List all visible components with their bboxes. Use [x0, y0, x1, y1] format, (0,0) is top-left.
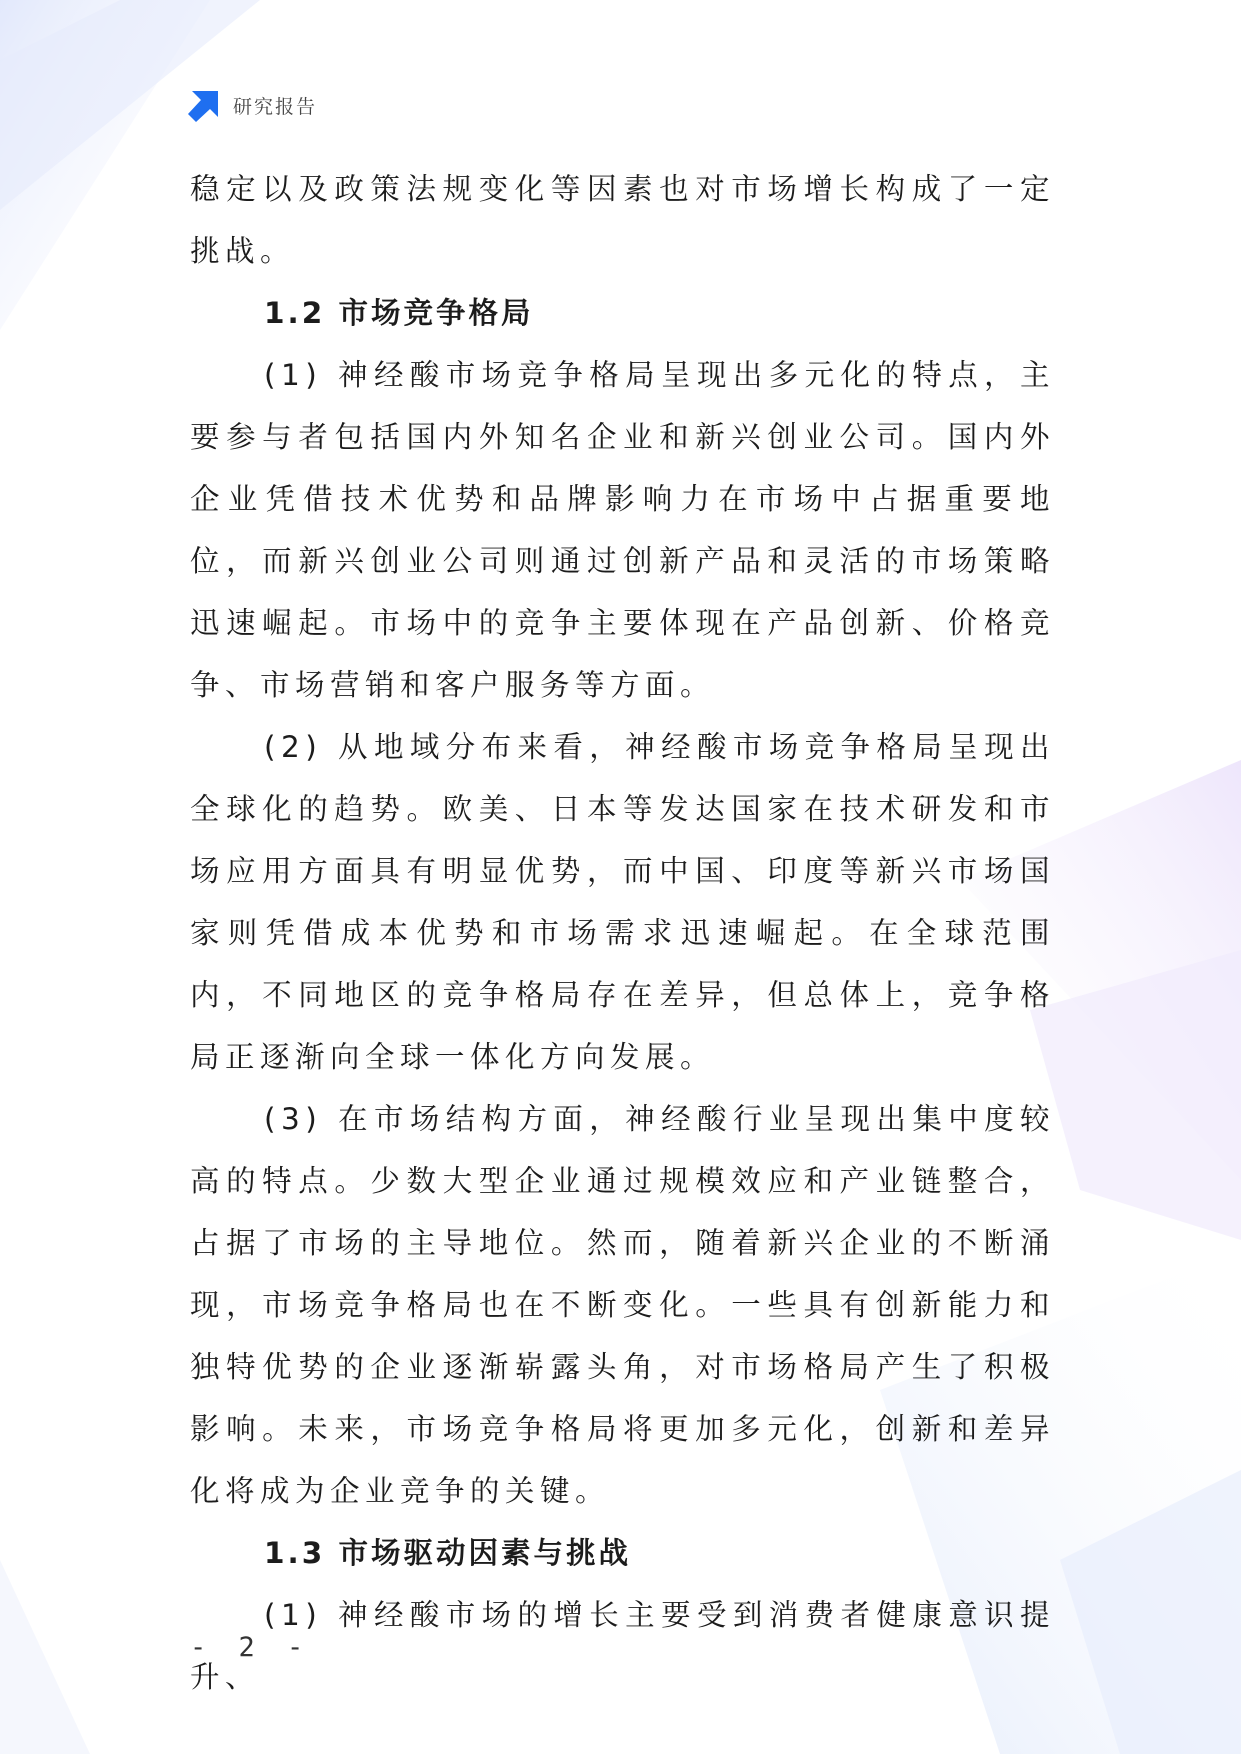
paragraph-1-2-3: (3) 在市场结构方面，神经酸行业呈现出集中度较高的特点。少数大型企业通过规模效应和产业链整合，占据了市场的主导地位。然而，随着新兴企业的不断涌现，市场竞争格局也在不断变化。一些具有创新能力和独特优势的企业逐渐崭露头角，对市场格局产生了积极影响。未来，市场竞争格局将更加多元化，创新和差异化将成为企业竞争的关键。: [190, 1102, 1055, 1508]
header-label: 研究报告: [233, 95, 318, 118]
document-body: [190, 158, 1055, 1708]
section-heading-1-2: 1.2 市场竞争格局: [264, 296, 534, 330]
paragraph-1-2-1: (1) 神经酸市场竞争格局呈现出多元化的特点，主要参与者包括国内外知名企业和新兴创业公司。国内外企业凭借技术优势和品牌影响力在市场中占据重要地位，而新兴创业公司则通过创新产品和灵活的市场策略迅速崛起。市场中的竞争主要体现在产品创新、价格竞争、市场营销和客户服务等方面。: [190, 358, 1055, 702]
report-header: [187, 88, 317, 122]
section-heading-1-3: 1.3 市场驱动因素与挑战: [264, 1536, 632, 1570]
intro-paragraph: 稳定以及政策法规变化等因素也对市场增长构成了一定挑战。: [190, 172, 1055, 268]
paragraph-1-2-2: (2) 从地域分布来看，神经酸市场竞争格局呈现出全球化的趋势。欧美、日本等发达国家在技术研发和市场应用方面具有明显优势，而中国、印度等新兴市场国家则凭借成本优势和市场需求迅速崛起。在全球范围内，不同地区的竞争格局存在差异，但总体上，竞争格局正逐渐向全球一体化方向发展。: [190, 730, 1055, 1074]
page-number: - 2 -: [190, 1632, 312, 1663]
arrow-up-right-icon: [187, 88, 221, 122]
paragraph-1-3-1: (1) 神经酸市场的增长主要受到消费者健康意识提升、: [190, 1598, 1055, 1694]
